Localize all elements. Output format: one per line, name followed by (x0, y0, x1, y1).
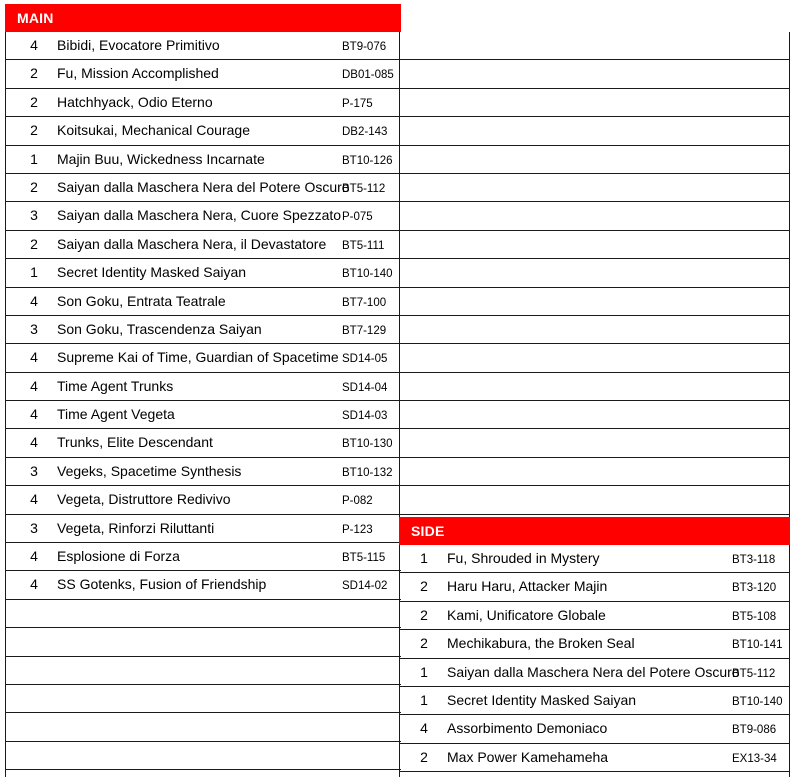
main-row (5, 202, 401, 230)
side-row-card-code: BT9-086 (732, 724, 777, 737)
main-row-card-code: BT5-112 (342, 182, 386, 195)
empty-grid-row (400, 344, 789, 372)
main-row (5, 429, 401, 457)
main-row-card-code: BT10-126 (342, 154, 393, 167)
main-row-card-code: P-082 (342, 495, 373, 508)
main-row-card-code: BT7-129 (342, 324, 387, 337)
main-row-card-code: SD14-03 (342, 410, 388, 423)
main-row (5, 401, 401, 429)
main-row-card-name: Time Agent Trunks (57, 377, 174, 394)
side-row-quantity: 1 (420, 691, 428, 708)
side-row-card-name: Kami, Unificatore Globale (447, 606, 606, 623)
main-row-card-name: Saiyan dalla Maschera Nera, il Devastatore (57, 235, 327, 252)
side-row-quantity: 1 (420, 663, 428, 680)
main-row-card-name: SS Gotenks, Fusion of Friendship (57, 576, 267, 593)
main-row (5, 344, 401, 372)
main-row-quantity: 4 (30, 491, 38, 508)
empty-grid-row (400, 202, 789, 230)
main-row (5, 458, 401, 486)
right-border-top (789, 32, 790, 517)
main-row (5, 60, 401, 88)
side-row-quantity: 2 (420, 606, 428, 623)
main-row-card-name: Koitsukai, Mechanical Courage (57, 122, 250, 139)
main-row-card-code: DB01-085 (342, 69, 394, 82)
main-row-card-name: Trunks, Elite Descendant (57, 434, 213, 451)
side-row-card-name: Saiyan dalla Maschera Nera del Potere Oscuro (447, 663, 740, 680)
empty-grid-row (400, 231, 789, 259)
main-row (5, 685, 401, 713)
empty-grid-row (400, 117, 789, 145)
empty-grid-row (400, 32, 789, 60)
side-row (400, 545, 789, 573)
main-row (5, 713, 401, 741)
side-row-card-name: Max Power Kamehameha (447, 748, 609, 765)
main-row-quantity: 1 (30, 150, 38, 167)
main-section-header: MAIN (5, 4, 401, 32)
side-row-quantity: 2 (420, 748, 428, 765)
side-row-card-name: Assorbimento Demoniaco (447, 720, 608, 737)
empty-grid-row (400, 316, 789, 344)
main-row-card-code: BT10-140 (342, 268, 393, 281)
side-row-quantity: 4 (420, 720, 428, 737)
main-row-quantity: 4 (30, 349, 38, 366)
side-row-card-code: BT10-140 (732, 695, 783, 708)
main-row-card-code: P-123 (342, 523, 373, 536)
main-row-card-code: P-175 (342, 97, 373, 110)
main-row-card-code: SD14-04 (342, 381, 388, 394)
main-row-card-name: Saiyan dalla Maschera Nera, Cuore Spezzato (57, 207, 342, 224)
main-row-card-code: BT5-115 (342, 552, 386, 565)
empty-grid-row (400, 259, 789, 287)
main-row-card-name: Time Agent Vegeta (57, 406, 175, 423)
main-row-card-code: SD14-05 (342, 353, 388, 366)
main-row-card-code: BT5-111 (342, 239, 385, 252)
side-row-card-code: EX13-34 (732, 752, 777, 765)
empty-grid-row (400, 288, 789, 316)
side-row (400, 573, 789, 601)
main-row-card-code: BT10-130 (342, 438, 393, 451)
side-row-card-code: BT3-120 (732, 582, 777, 595)
main-row-card-name: Majin Buu, Wickedness Incarnate (57, 150, 265, 167)
main-row-quantity: 3 (30, 462, 38, 479)
main-row-quantity: 3 (30, 519, 38, 536)
side-row-quantity: 2 (420, 635, 428, 652)
side-row (400, 602, 789, 630)
main-row (5, 316, 401, 344)
side-row-card-name: Secret Identity Masked Saiyan (447, 691, 637, 708)
main-row-card-name: Saiyan dalla Maschera Nera del Potere Oscuro (57, 178, 350, 195)
main-row-quantity: 3 (30, 207, 38, 224)
side-row-card-code: BT3-118 (732, 554, 776, 566)
main-row-quantity: 4 (30, 377, 38, 394)
side-row-quantity: 2 (420, 578, 428, 595)
main-row (5, 571, 401, 599)
main-row-card-name: Vegeta, Distruttore Redivivo (57, 491, 231, 508)
main-row-card-name: Esplosione di Forza (57, 548, 180, 565)
empty-grid-row (400, 401, 789, 429)
empty-grid-row (400, 373, 789, 401)
main-row-quantity: 4 (30, 292, 38, 309)
main-row-card-code: DB2-143 (342, 126, 388, 139)
main-row-quantity: 2 (30, 178, 38, 195)
side-row (400, 630, 789, 658)
side-row-card-code: BT10-141 (732, 639, 783, 652)
empty-grid-row (400, 60, 789, 88)
main-row-quantity: 2 (30, 235, 38, 252)
main-row-card-name: Secret Identity Masked Saiyan (57, 264, 247, 281)
main-row-quantity: 2 (30, 122, 38, 139)
main-row-card-name: Hatchhyack, Odio Eterno (57, 93, 213, 110)
main-row-card-name: Son Goku, Entrata Teatrale (57, 292, 226, 309)
right-empty-grid (400, 32, 789, 515)
empty-grid-row (400, 429, 789, 457)
side-row (400, 659, 789, 687)
main-row-card-code: BT10-132 (342, 466, 393, 479)
right-border-bottom (789, 545, 790, 777)
main-card-list (5, 32, 401, 770)
main-row (5, 288, 401, 316)
main-row-quantity: 2 (30, 93, 38, 110)
main-row-card-code: SD14-02 (342, 580, 388, 593)
side-row (400, 687, 789, 715)
main-row-quantity: 4 (30, 548, 38, 565)
main-row-card-code: BT9-076 (342, 41, 387, 53)
main-row-quantity: 4 (30, 576, 38, 593)
side-row-card-name: Mechikabura, the Broken Seal (447, 635, 635, 652)
main-row (5, 742, 401, 770)
main-row-card-name: Fu, Mission Accomplished (57, 65, 219, 82)
side-section-header: SIDE (399, 517, 790, 545)
main-row (5, 628, 401, 656)
main-row-quantity: 2 (30, 65, 38, 82)
main-row (5, 486, 401, 514)
main-row (5, 231, 401, 259)
main-row-quantity: 4 (30, 406, 38, 423)
main-row-quantity: 3 (30, 320, 38, 337)
side-card-list (400, 545, 789, 772)
main-row-card-code: P-075 (342, 211, 373, 224)
main-row-quantity: 1 (30, 264, 38, 281)
side-row-card-name: Fu, Shrouded in Mystery (447, 550, 600, 566)
empty-grid-row (400, 174, 789, 202)
main-row (5, 515, 401, 543)
main-row (5, 146, 401, 174)
main-row (5, 174, 401, 202)
empty-grid-row (400, 89, 789, 117)
main-row (5, 89, 401, 117)
main-row-card-name: Vegeks, Spacetime Synthesis (57, 462, 242, 479)
main-row-card-code: BT7-100 (342, 296, 387, 309)
empty-grid-row (400, 486, 789, 514)
main-row-card-name: Son Goku, Trascendenza Saiyan (57, 320, 262, 337)
side-row-card-name: Haru Haru, Attacker Majin (447, 578, 608, 595)
main-row (5, 543, 401, 571)
main-row-card-name: Vegeta, Rinforzi Riluttanti (57, 519, 215, 536)
left-border (5, 32, 6, 777)
side-row (400, 744, 789, 772)
side-row-card-code: BT5-108 (732, 610, 777, 623)
main-row (5, 373, 401, 401)
side-row-card-code: BT5-112 (732, 667, 776, 680)
main-row (5, 32, 401, 60)
main-row (5, 600, 401, 628)
empty-grid-row (400, 458, 789, 486)
main-row-quantity: 4 (30, 434, 38, 451)
main-row-card-name: Supreme Kai of Time, Guardian of Spacetime (57, 349, 339, 366)
side-row-quantity: 1 (420, 550, 428, 566)
main-row-quantity: 4 (30, 37, 38, 53)
empty-grid-row (400, 146, 789, 174)
main-row (5, 657, 401, 685)
main-row (5, 117, 401, 145)
side-row (400, 715, 789, 743)
main-row-card-name: Bibidi, Evocatore Primitivo (57, 37, 220, 53)
main-row (5, 259, 401, 287)
